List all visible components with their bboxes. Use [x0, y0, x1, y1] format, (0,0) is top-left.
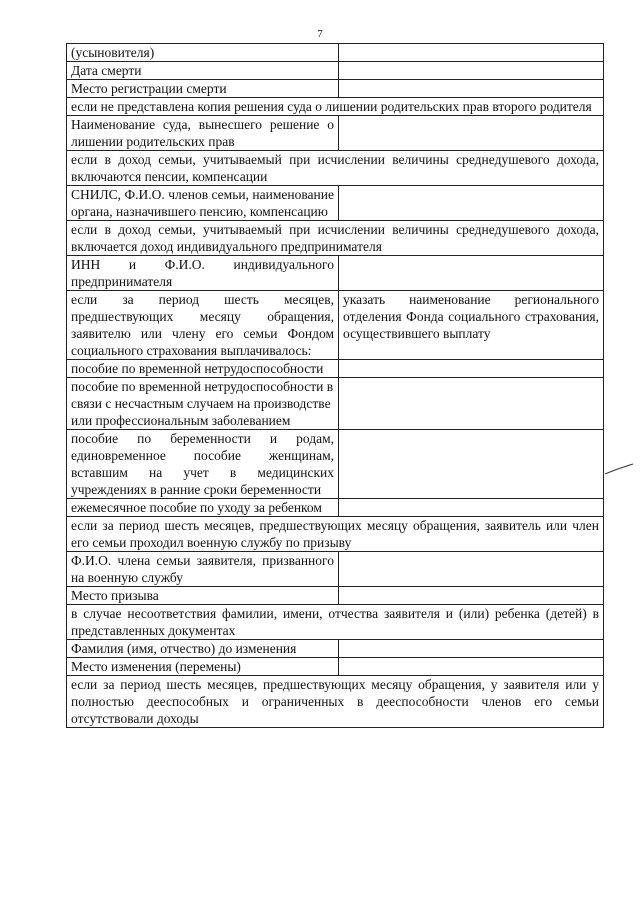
table-row	[67, 517, 604, 552]
field-label: пособие по беременности и родам, единовременное пособие женщинам, вставшим на учет в медицинских учреждениях в ранние сроки беременности	[67, 430, 339, 499]
field-label: ИНН и Ф.И.О. индивидуального предпринимателя	[67, 256, 339, 291]
table-row	[67, 360, 604, 378]
field-label: Место регистрации смерти	[67, 80, 339, 98]
field-label: пособие по временной нетрудоспособности в связи с несчастным случаем на производстве или профессиональным заболеванием	[67, 378, 339, 430]
field-label: Место изменения (перемены)	[67, 658, 339, 676]
field-label: Наименование суда, вынесшего решение о лишении родительских прав	[67, 116, 339, 151]
table-row	[67, 291, 604, 360]
field-value[interactable]	[339, 378, 604, 430]
field-value[interactable]	[339, 640, 604, 658]
table-row	[67, 587, 604, 605]
field-instruction: указать наименование регионального отделения Фонда социального страхования, осуществившего выплату	[339, 291, 604, 360]
field-value[interactable]	[339, 44, 604, 62]
table-row	[67, 116, 604, 151]
field-value[interactable]	[339, 186, 604, 221]
section-condition: если в доход семьи, учитываемый при исчислении величины среднедушевого дохода, включаются пенсии, компенсации	[67, 151, 604, 186]
table-row	[67, 378, 604, 430]
field-label: Фамилия (имя, отчество) до изменения	[67, 640, 339, 658]
field-label: Место призыва	[67, 587, 339, 605]
field-label: Ф.И.О. члена семьи заявителя, призванного на военную службу	[67, 552, 339, 587]
table-row	[67, 552, 604, 587]
section-condition: в случае несоответствия фамилии, имени, отчества заявителя и (или) ребенка (детей) в представленных документах	[67, 605, 604, 640]
section-condition: если в доход семьи, учитываемый при исчислении величины среднедушевого дохода, включается доход индивидуального предпринимателя	[67, 221, 604, 256]
table-row	[67, 62, 604, 80]
table-row	[67, 221, 604, 256]
field-value[interactable]	[339, 116, 604, 151]
table-row	[67, 44, 604, 62]
field-value[interactable]	[339, 256, 604, 291]
field-value[interactable]	[339, 552, 604, 587]
page-number: 7	[317, 28, 323, 40]
table-row	[67, 186, 604, 221]
field-label: (усыновителя)	[67, 44, 339, 62]
table-row	[67, 676, 604, 728]
field-value[interactable]	[339, 62, 604, 80]
field-label: пособие по временной нетрудоспособности	[67, 360, 339, 378]
table-row	[67, 499, 604, 517]
table-row	[67, 430, 604, 499]
field-label: СНИЛС, Ф.И.О. членов семьи, наименование органа, назначившего пенсию, компенсацию	[67, 186, 339, 221]
field-label: Дата смерти	[67, 62, 339, 80]
field-value[interactable]	[339, 80, 604, 98]
table-row	[67, 151, 604, 186]
table-row	[67, 80, 604, 98]
field-value[interactable]	[339, 587, 604, 605]
field-value[interactable]	[339, 360, 604, 378]
application-form-table	[66, 43, 604, 728]
table-row	[67, 640, 604, 658]
field-label: если за период шесть месяцев, предшествующих месяцу обращения, заявителю или члену его семьи Фондом социального страхования выплачивалось:	[67, 291, 339, 360]
pen-mark-icon	[604, 462, 634, 476]
table-row	[67, 256, 604, 291]
table-row	[67, 658, 604, 676]
section-condition: если за период шесть месяцев, предшествующих месяцу обращения, у заявителя или у полностью дееспособных и ограниченных в дееспособности членов его семьи отсутствовали доходы	[67, 676, 604, 728]
field-value[interactable]	[339, 430, 604, 499]
table-row	[67, 98, 604, 116]
field-label: ежемесячное пособие по уходу за ребенком	[67, 499, 339, 517]
field-value[interactable]	[339, 658, 604, 676]
section-condition: если не представлена копия решения суда о лишении родительских прав второго родителя	[67, 98, 604, 116]
table-row	[67, 605, 604, 640]
field-value[interactable]	[339, 499, 604, 517]
section-condition: если за период шесть месяцев, предшествующих месяцу обращения, заявитель или член его семьи проходил военную службу по призыву	[67, 517, 604, 552]
